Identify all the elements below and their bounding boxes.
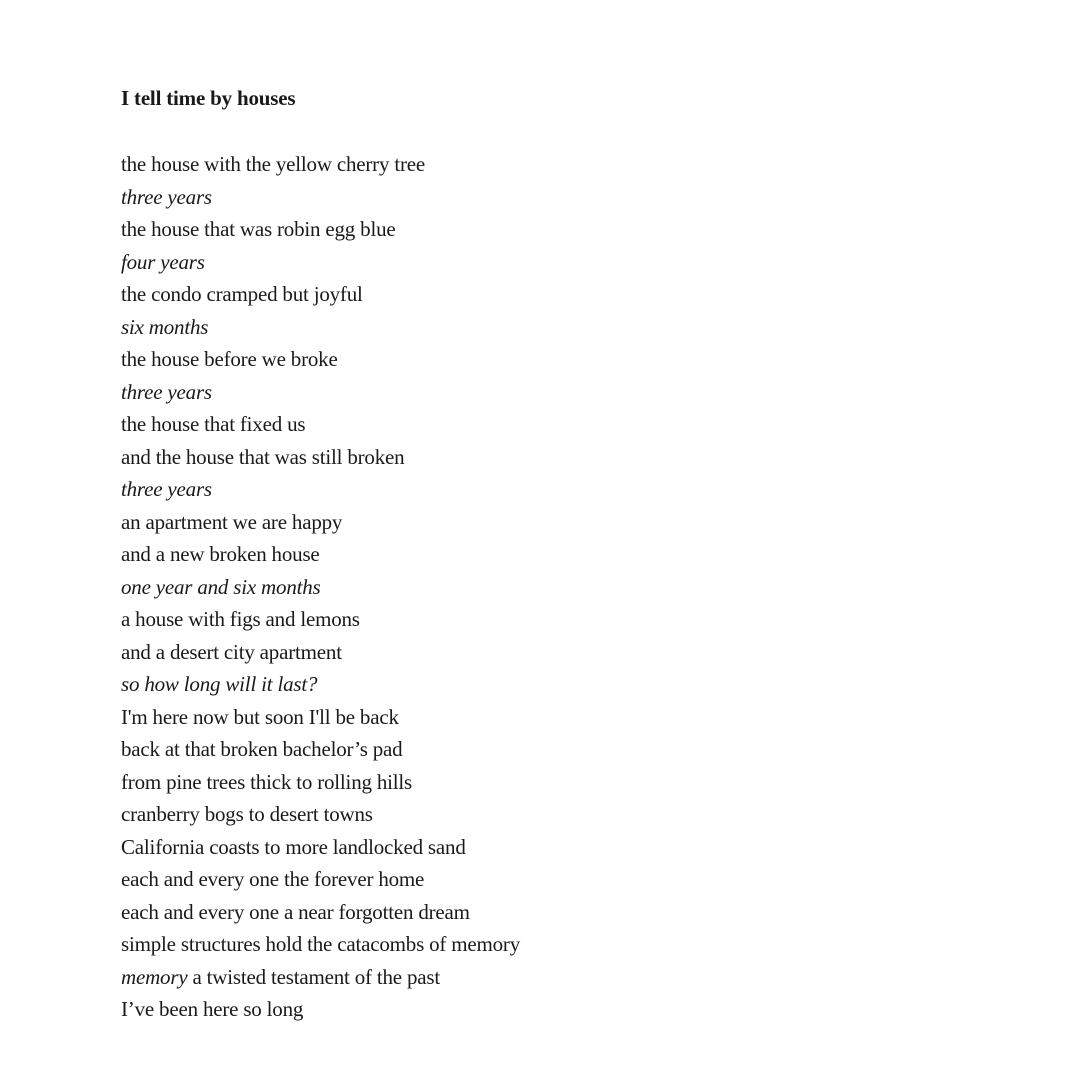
poem-line: I'm here now but soon I'll be back bbox=[121, 704, 399, 729]
poem-line: the house that fixed us bbox=[121, 412, 306, 436]
poem-line: the house with the yellow cherry tree bbox=[121, 152, 425, 176]
memory-line-rest: a twisted testament of the past bbox=[187, 964, 440, 989]
poem-body bbox=[121, 148, 971, 1026]
poem-line: the house before we broke bbox=[121, 347, 338, 371]
poem-line: the condo cramped but joyful bbox=[121, 282, 363, 306]
memory-word: memory bbox=[121, 964, 188, 989]
poem-line: California coasts to more landlocked sand bbox=[121, 834, 466, 859]
poem-line: an apartment we are happy bbox=[121, 509, 343, 534]
poem-line: a house with figs and lemons bbox=[121, 607, 360, 631]
poem-duration-line: four years bbox=[121, 249, 205, 274]
poem-line: from pine trees thick to rolling hills bbox=[121, 769, 413, 794]
poem-line: and a desert city apartment bbox=[121, 639, 342, 664]
poem-line: simple structures hold the catacombs of memory bbox=[121, 932, 521, 956]
poem-line: back at that broken bachelor’s pad bbox=[121, 737, 403, 761]
poem-line: each and every one the forever home bbox=[121, 867, 425, 891]
poem-duration-line: three years bbox=[121, 184, 212, 209]
poem-line: each and every one a near forgotten dream bbox=[121, 899, 470, 924]
poem-line: and a new broken house bbox=[121, 542, 320, 566]
poem-page bbox=[121, 84, 971, 1026]
poem-line: the house that was robin egg blue bbox=[121, 217, 396, 241]
poem-question-line: so how long will it last? bbox=[121, 672, 318, 696]
poem-line: cranberry bogs to desert towns bbox=[121, 802, 373, 826]
poem-duration-line: one year and six months bbox=[121, 574, 321, 599]
poem-line: and the house that was still broken bbox=[121, 444, 405, 469]
poem-duration-line: six months bbox=[121, 314, 209, 339]
poem-duration-line: three years bbox=[121, 379, 212, 404]
poem-duration-line: three years bbox=[121, 477, 212, 501]
poem-last-line: I’ve been here so long bbox=[121, 997, 304, 1021]
poem-memory-line bbox=[121, 961, 971, 994]
poem-title: I tell time by houses bbox=[121, 86, 296, 110]
